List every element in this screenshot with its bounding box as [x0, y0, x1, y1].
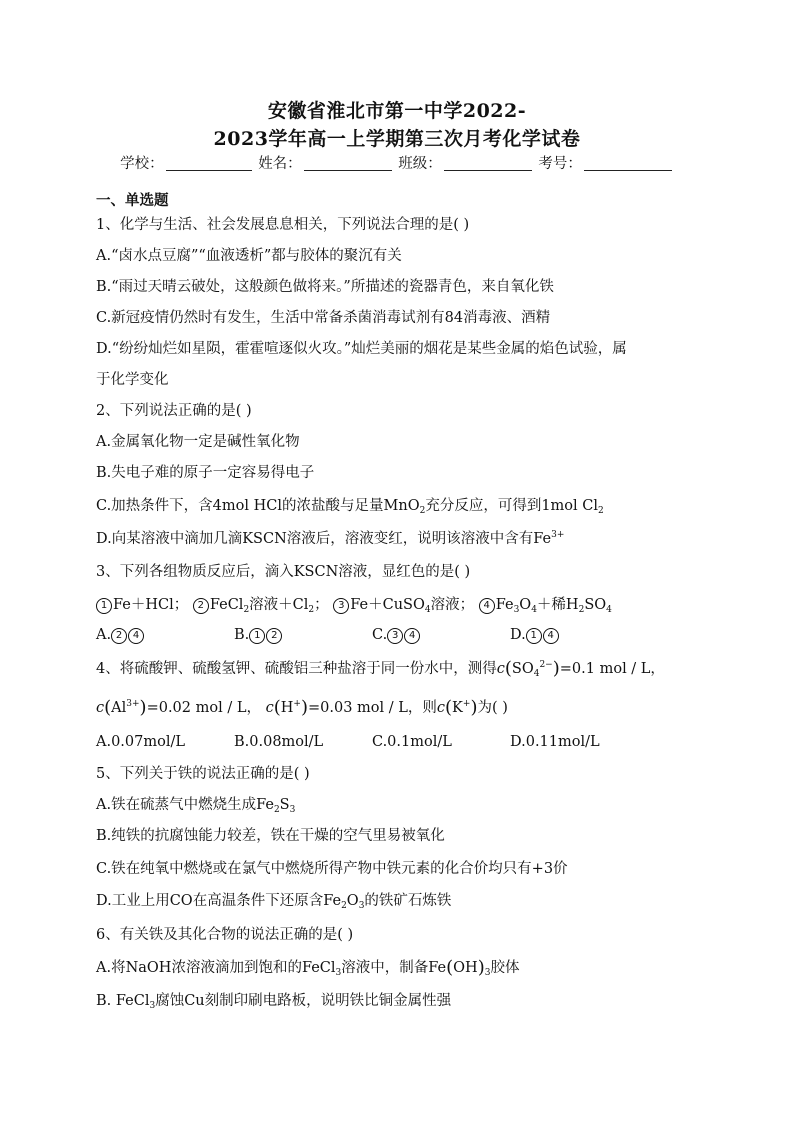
section-heading: 一、单选题 [96, 192, 169, 209]
q2-option-c: C.加热条件下，含4mol HCl的浓盐酸与足量MnO$_2$充分反应，可得到1mol $Cl_2$ [96, 498, 604, 516]
q5-option-c: C.铁在纯氧中燃烧或在氯气中燃烧所得产物中铁元素的化合价均只有+3价 [96, 861, 568, 877]
q5-option-b: B.纯铁的抗腐蚀能力较差，铁在干燥的空气里易被氧化 [96, 828, 445, 844]
q4-stem-line1: 4、将硫酸钾、硫酸氢钾、硫酸铝三种盐溶于同一份水中，测得$c(SO_4^{2-})=0.1$ mol / L， [96, 658, 665, 679]
q5-stem: 5、下列关于铁的说法正确的是( ) [96, 766, 310, 782]
name-label: 姓名： [258, 156, 302, 172]
q5-option-a: A.铁在硫蒸气中燃烧生成$Fe_2S_3$ [96, 797, 296, 815]
q1-option-d-line2: 于化学变化 [96, 372, 169, 388]
class-label: 班级： [398, 156, 442, 172]
q1-option-a: A.“卤水点豆腐”“血液透析”都与胶体的聚沉有关 [96, 248, 402, 264]
q4-option-c: C.0.1mol/L [372, 734, 452, 750]
q1-option-b: B.“雨过天晴云破处，这般颜色做将来。”所描述的瓷器青色，来自氧化铁 [96, 279, 554, 295]
q1-stem: 1、化学与生活、社会发展息息相关，下列说法合理的是( ) [96, 217, 470, 233]
circled-number-3: 3 [333, 598, 349, 614]
q4-stem-line2: $c(Al^{3+})=0.02$ mol / L， c(H+)=0.03 mol / L，则c(K+)为( ) [96, 697, 508, 718]
q2-stem: 2、下列说法正确的是( ) [96, 403, 252, 419]
q3-option-b: B. 1 2 [234, 627, 283, 644]
exam-title-line1: 安徽省淮北市第一中学2022- [267, 100, 527, 122]
class-blank [444, 155, 532, 171]
q6-stem: 6、有关铁及其化合物的说法正确的是( ) [96, 927, 354, 943]
q2-option-b: B.失电子难的原子一定容易得电子 [96, 465, 315, 481]
q3-option-a: A. 2 4 [96, 627, 145, 644]
exam-title-line2: 2023学年高一上学期第三次月考化学试卷 [213, 128, 581, 150]
q6-option-a: A.将NaOH浓溶液滴加到饱和的FeCl$_3$溶液中，制备$Fe(OH)_3$胶体 [96, 957, 520, 978]
q4-option-a: A.0.07mol/L [96, 734, 185, 750]
q1-option-c: C.新冠疫情仍然时有发生，生活中常备杀菌消毒试剂有84消毒液、酒精 [96, 310, 551, 326]
school-blank [166, 155, 252, 171]
number-blank [584, 155, 672, 171]
circled-number-1: 1 [96, 598, 112, 614]
q3-option-d: D. 1 4 [510, 627, 560, 644]
q4-option-d: D.0.11mol/L [510, 734, 600, 750]
q6-option-b: B. FeCl$_3$腐蚀Cu刻制印刷电路板，说明铁比铜金属性强 [96, 993, 452, 1011]
q5-option-d: D.工业上用CO在高温条件下还原含$Fe_2O_3$的铁矿石炼铁 [96, 893, 452, 911]
q3-option-c: C. 3 4 [372, 627, 421, 644]
q1-option-d-line1: D.“纷纷灿烂如星陨，霍霍喧逐似火攻。”灿烂美丽的烟花是某些金属的焰色试验，属 [96, 341, 627, 357]
q3-items: 1 Fe＋HCl； 2 FeCl$_2$溶液$+Cl_2$； 3 Fe＋CuSO$_4$溶液； 4 $Fe_3O_4+$稀$H_2SO_4$ [96, 595, 612, 615]
q4-option-b: B.0.08mol/L [234, 734, 324, 750]
student-info-row [0, 152, 794, 173]
circled-number-2: 2 [193, 598, 209, 614]
name-blank [304, 155, 392, 171]
q2-option-d: D.向某溶液中滴加几滴KSCN溶液后，溶液变红，说明该溶液中含有$Fe^{3+}$ [96, 530, 565, 547]
q3-stem: 3、下列各组物质反应后，滴入KSCN溶液，显红色的是( ) [96, 564, 471, 580]
q2-option-a: A.金属氧化物一定是碱性氧化物 [96, 434, 300, 450]
number-label: 考号： [538, 156, 582, 172]
circled-number-4: 4 [479, 598, 495, 614]
school-label: 学校： [120, 156, 164, 172]
